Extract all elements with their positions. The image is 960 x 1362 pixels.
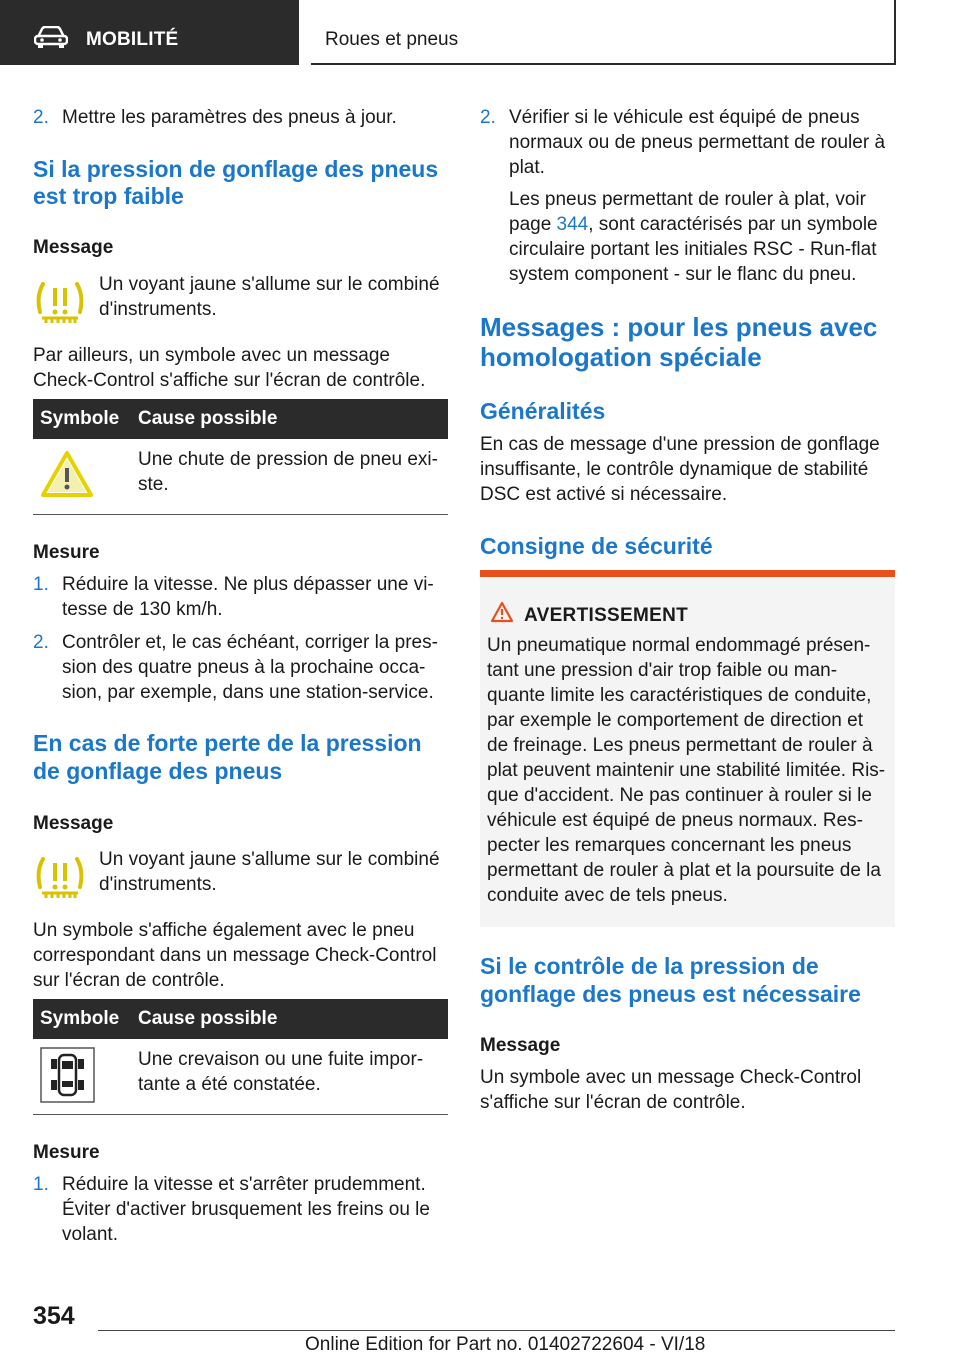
tire-pressure-warning-icon bbox=[35, 280, 85, 326]
step-number: 2. bbox=[33, 632, 49, 653]
table-bottom-rule bbox=[33, 1114, 448, 1115]
step-text-cont: volant. bbox=[62, 1224, 118, 1245]
paragraph: Un symbole avec un message Check-Control bbox=[480, 1067, 862, 1088]
warning-text: Un pneumatique normal endommagé présen- tant une pression d'air trop faible ou man- quante limite les caractéristiques de conduite, par exemple le comportement de direction et de freinage. Les pneus permettant de rouler à plat peuvent maintenir une stabilité limitée. Ris- que d'accident. Ne pas continuer à rouler si le véhicule est équipé de pneus normaux. Res- pecter les remarques concernant les pneus permettant de rouler à plat et la poursuite de la conduite avec de tels pneus. bbox=[487, 635, 886, 906]
section-heading-cont: gonflage des pneus est nécessaire bbox=[480, 981, 861, 1007]
table-cell-cause-cont: ste. bbox=[138, 474, 169, 495]
step-text-cont: plat. bbox=[509, 157, 545, 178]
message-label: Message bbox=[480, 1035, 561, 1056]
step-number: 1. bbox=[33, 1174, 49, 1195]
table-col-symbol: Symbole bbox=[40, 1008, 120, 1029]
table-cell-cause: Une chute de pression de pneu exi- bbox=[138, 449, 438, 470]
paragraph-cont: Check-Control s'affiche sur l'écran de contrôle. bbox=[33, 370, 426, 391]
message-text-cont: d'instruments. bbox=[99, 874, 217, 895]
section-heading: Si le contrôle de la pression de bbox=[480, 953, 819, 979]
step-text: Réduire la vitesse. Ne plus dépasser une vi- bbox=[62, 574, 434, 595]
header-chapter-tab bbox=[311, 0, 896, 65]
warning-triangle-icon bbox=[490, 601, 514, 623]
paragraph-cont: insuffisante, le contrôle dynamique de stabilité bbox=[480, 459, 869, 480]
sub-paragraph-cont: system component - sur le flanc du pneu. bbox=[509, 264, 857, 285]
measure-label: Mesure bbox=[33, 542, 100, 563]
table-col-cause: Cause possible bbox=[138, 408, 278, 429]
paragraph: Par ailleurs, un symbole avec un message bbox=[33, 345, 390, 366]
section-heading: En cas de forte perte de la pression bbox=[33, 730, 422, 756]
step-text: Contrôler et, le cas échéant, corriger la pres- bbox=[62, 632, 438, 653]
section-heading-cont: homologation spéciale bbox=[480, 342, 762, 372]
message-text-cont: d'instruments. bbox=[99, 299, 217, 320]
car-icon bbox=[34, 26, 68, 48]
section-heading: Messages : pour les pneus avec bbox=[480, 312, 878, 342]
paragraph-cont: sur l'écran de contrôle. bbox=[33, 970, 225, 991]
header-section-tab bbox=[0, 0, 299, 65]
paragraph: Un symbole s'affiche également avec le pneu bbox=[33, 920, 415, 941]
section-heading-cont: de gonflage des pneus bbox=[33, 758, 283, 784]
table-col-symbol: Symbole bbox=[40, 408, 120, 429]
step-number: 2. bbox=[480, 107, 496, 128]
page-reference-link[interactable]: 344 bbox=[556, 214, 589, 235]
step-text-cont: normaux ou de pneus permettant de rouler à bbox=[509, 132, 886, 153]
sub-paragraph-cont: page 344, sont caractérisés par un symbole bbox=[509, 214, 878, 235]
message-text: Un voyant jaune s'allume sur le combiné bbox=[99, 849, 440, 870]
step-text: Réduire la vitesse et s'arrêter prudemment. bbox=[62, 1174, 426, 1195]
table-cell-cause-cont: tante a été constatée. bbox=[138, 1074, 321, 1095]
measure-label: Mesure bbox=[33, 1142, 100, 1163]
paragraph: En cas de message d'une pression de gonflage bbox=[480, 434, 880, 455]
step-text-cont: tesse de 130 km/h. bbox=[62, 599, 223, 620]
message-text: Un voyant jaune s'allume sur le combiné bbox=[99, 274, 440, 295]
footer-rule bbox=[98, 1330, 895, 1331]
table-header bbox=[33, 399, 448, 439]
table-cell-cause: Une crevaison ou une fuite impor- bbox=[138, 1049, 424, 1070]
sub-paragraph-cont: circulaire portant les initiales RSC - Run-flat bbox=[509, 239, 877, 260]
step-number: 2. bbox=[33, 107, 49, 128]
car-flat-tire-icon bbox=[40, 1047, 95, 1103]
subsection-heading: Généralités bbox=[480, 398, 606, 424]
paragraph-cont: correspondant dans un message Check-Control bbox=[33, 945, 437, 966]
step-text-cont: sion, par exemple, dans une station-service. bbox=[62, 682, 434, 703]
tire-pressure-warning-icon bbox=[35, 855, 85, 901]
subsection-heading: Consigne de sécurité bbox=[480, 533, 713, 559]
header-chapter-label: Roues et pneus bbox=[325, 29, 459, 50]
table-col-cause: Cause possible bbox=[138, 1008, 278, 1029]
table-bottom-rule bbox=[33, 514, 448, 515]
footer-edition: Online Edition for Part no. 01402722604 - VI/18 bbox=[305, 1334, 706, 1355]
message-label: Message bbox=[33, 237, 114, 258]
header-section-label: MOBILITÉ bbox=[86, 29, 179, 50]
sub-paragraph: Les pneus permettant de rouler à plat, voir bbox=[509, 189, 866, 210]
warning-box bbox=[480, 570, 895, 927]
message-label: Message bbox=[33, 813, 114, 834]
paragraph-cont: DSC est activé si nécessaire. bbox=[480, 484, 728, 505]
warning-triangle-icon bbox=[40, 450, 94, 498]
warning-title: AVERTISSEMENT bbox=[524, 605, 689, 626]
step-text-cont: Éviter d'activer brusquement les freins ou le bbox=[62, 1199, 430, 1220]
paragraph-cont: s'affiche sur l'écran de contrôle. bbox=[480, 1092, 746, 1113]
table-header bbox=[33, 999, 448, 1039]
page-number: 354 bbox=[33, 1302, 75, 1330]
section-heading-cont: est trop faible bbox=[33, 183, 184, 209]
step-number: 1. bbox=[33, 574, 49, 595]
step-text: Vérifier si le véhicule est équipé de pneus bbox=[509, 107, 860, 128]
step-text: Mettre les paramètres des pneus à jour. bbox=[62, 107, 397, 128]
section-heading: Si la pression de gonflage des pneus bbox=[33, 156, 439, 182]
step-text-cont: sion des quatre pneus à la prochaine occa- bbox=[62, 657, 426, 678]
